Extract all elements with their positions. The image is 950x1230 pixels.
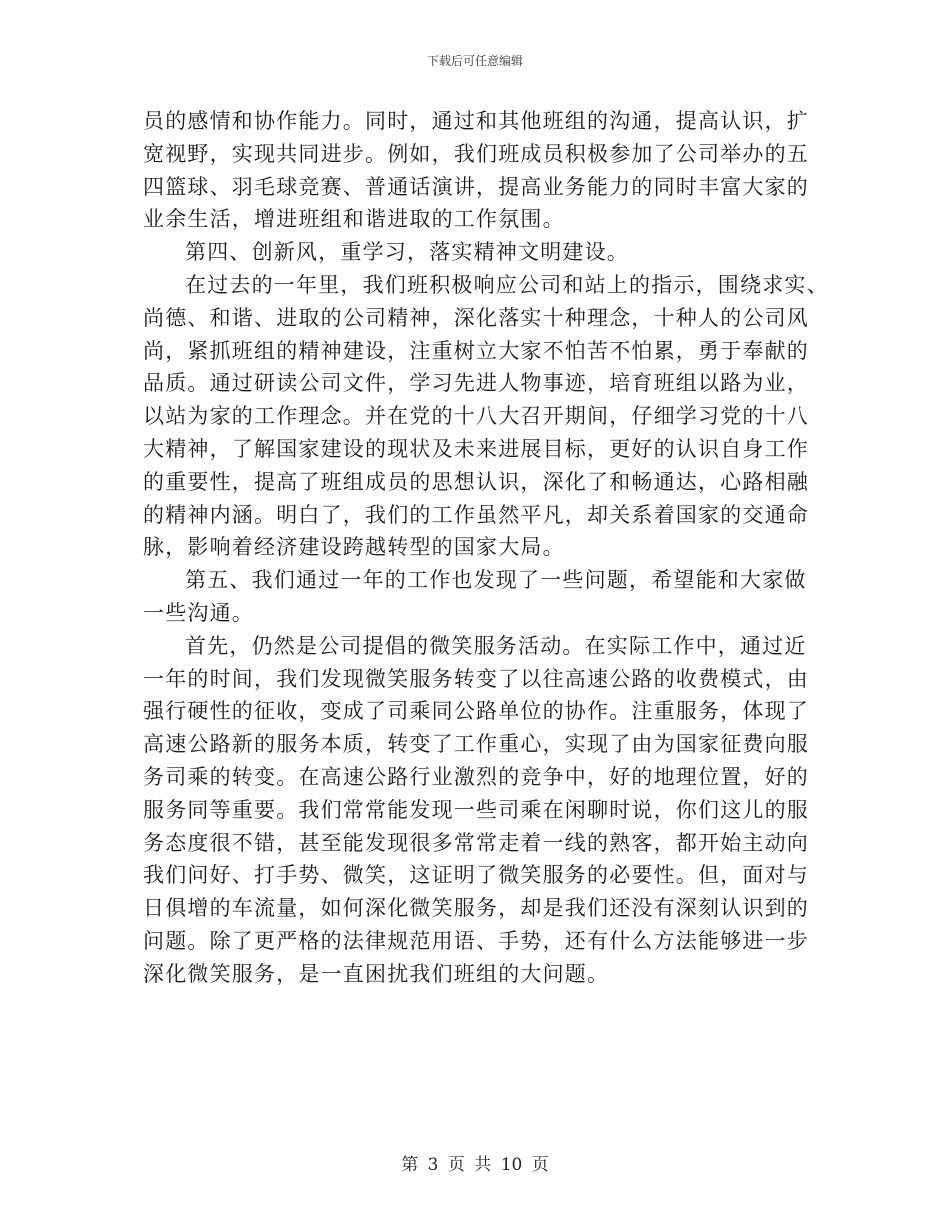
text-line: 一些沟通。 xyxy=(143,600,254,625)
page-number-footer: 第 3 页 共 10 页 xyxy=(401,1155,549,1175)
text-line: 务态度很不错，甚至能发现很多常常走着一线的熟客，都开始主动向 xyxy=(143,830,809,855)
text-line: 务司乘的转变。在高速公路行业激烈的竞争中，好的地理位置，好的 xyxy=(143,764,809,789)
text-line: 的重要性，提高了班组成员的思想认识，深化了和畅通达，心路相融 xyxy=(143,469,809,494)
text-line: 四篮球、羽毛球竞赛、普通话演讲，提高业务能力的同时丰富大家的 xyxy=(143,174,809,199)
text-line: 我们问好、打手势、微笑，这证明了微笑服务的必要性。但，面对与 xyxy=(143,863,809,888)
text-line: 的精神内涵。明白了，我们的工作虽然平凡，却关系着国家的交通命 xyxy=(143,502,809,527)
text-line: 日俱增的车流量，如何深化微笑服务，却是我们还没有深刻认识到的 xyxy=(143,896,809,921)
text-line: 问题。除了更严格的法律规范用语、手势，还有什么方法能够进一步 xyxy=(143,928,809,953)
text-line: 高速公路新的服务本质，转变了工作重心，实现了由为国家征费向服 xyxy=(143,732,809,757)
section-heading: 第五、我们通过一年的工作也发现了一些问题，希望能和大家做 xyxy=(185,568,807,593)
text-line: 脉，影响着经济建设跨越转型的国家大局。 xyxy=(143,535,565,560)
text-line: 尚德、和谐、进取的公司精神，深化落实十种理念，十种人的公司风 xyxy=(143,305,809,330)
text-line: 首先，仍然是公司提倡的微笑服务活动。在实际工作中，通过近 xyxy=(185,633,807,658)
text-line: 大精神，了解国家建设的现状及未来进展目标，更好的认识自身工作 xyxy=(143,436,809,461)
document-body xyxy=(143,105,829,991)
text-line: 以站为家的工作理念。并在党的十八大召开期间，仔细学习党的十八 xyxy=(143,404,809,429)
section-heading: 第四、创新风，重学习，落实精神文明建设。 xyxy=(185,240,629,265)
text-line: 一年的时间，我们发现微笑服务转变了以往高速公路的收费模式，由 xyxy=(143,666,809,691)
text-line: 品质。通过研读公司文件，学习先进人物事迹，培育班组以路为业， xyxy=(143,371,809,396)
text-line: 深化微笑服务，是一直困扰我们班组的大问题。 xyxy=(143,961,610,986)
text-line: 在过去的一年里，我们班积极响应公司和站上的指示，围绕求实、 xyxy=(185,272,829,297)
text-line: 员的感情和协作能力。同时，通过和其他班组的沟通，提高认识，扩 xyxy=(143,109,809,133)
text-line: 尚，紧抓班组的精神建设，注重树立大家不怕苦不怕累，勇于奉献的 xyxy=(143,338,809,363)
page-header: 下载后可任意编辑 xyxy=(426,54,523,68)
text-line: 强行硬性的征收，变成了司乘同公路单位的协作。注重服务，体现了 xyxy=(143,699,809,724)
text-line: 服务同等重要。我们常常能发现一些司乘在闲聊时说，你们这儿的服 xyxy=(143,797,809,822)
text-line: 宽视野，实现共同进步。例如，我们班成员积极参加了公司举办的五 xyxy=(143,141,809,166)
text-line: 业余生活，增进班组和谐进取的工作氛围。 xyxy=(143,207,565,232)
